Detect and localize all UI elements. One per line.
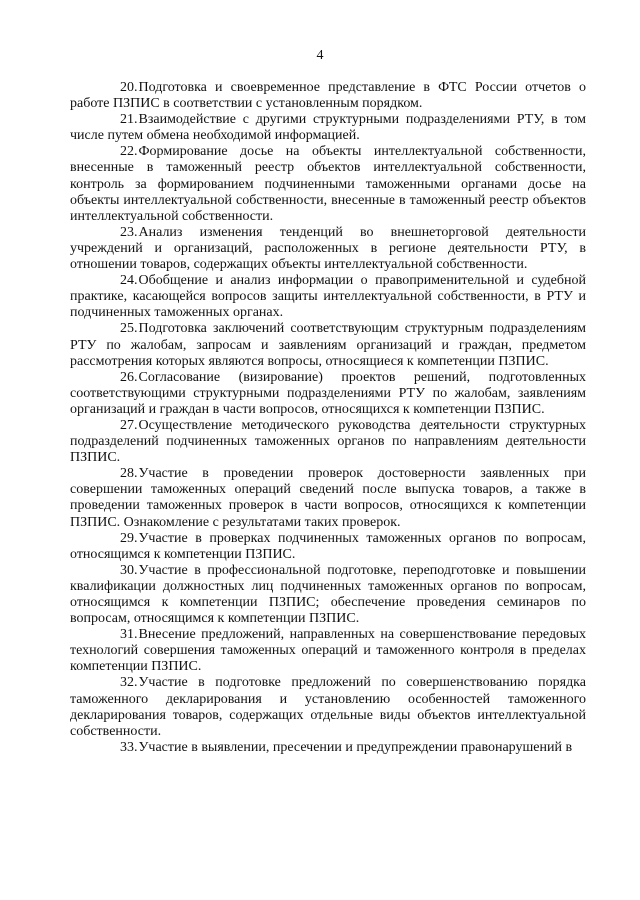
paragraph-29 [70, 531, 586, 563]
paragraph-text: Подготовка и своевременное представление в ФТС России отчетов о работе ПЗПИС в соответствии с установленным порядком. [70, 80, 586, 112]
page-number: 4 [316, 48, 324, 63]
paragraph-27 [70, 418, 586, 466]
paragraph-number: 27. [120, 417, 138, 433]
paragraph-24 [70, 273, 586, 321]
paragraph-number: 26. [120, 369, 138, 385]
paragraph-30 [70, 563, 586, 627]
paragraph-text: Подготовка заключений соответствующим структурным подразделениям РТУ по жалобам, запросам и заявлениям организаций и граждан, предметом рассмотрения которых являются вопросы, относящиеся к компетенции ПЗПИС. [70, 321, 586, 369]
paragraph-text: Участие в подготовке предложений по совершенствованию порядка таможенного декларирования и установлению особенностей таможенного декларирования товаров, содержащих отдельные виды объектов интеллектуальной собственности. [70, 675, 586, 739]
paragraph-number: 32. [120, 675, 138, 691]
paragraph-number: 21. [120, 112, 138, 128]
paragraph-text: Участие в профессиональной подготовке, переподготовке и повышении квалификации должностных лиц подчиненных таможенных органов по вопросам, относящимся к компетенции ПЗПИС; обеспечение проведения семинаров по вопросам, относящимся к компетенции ПЗПИС. [70, 562, 586, 627]
paragraph-text: Осуществление методического руководства деятельности структурных подразделений подчиненных таможенных органов по направлениям деятельности ПЗПИС. [70, 417, 586, 466]
paragraph-20 [70, 80, 586, 112]
paragraph-number: 23. [120, 224, 138, 240]
paragraph-text: Согласование (визирование) проектов решений, подготовленных соответствующими структурными подразделениями РТУ по жалобам, заявлениям организаций и граждан в части вопросов, относящихся к компетенции ПЗПИС. [70, 369, 586, 417]
paragraph-22 [70, 144, 586, 224]
paragraph-32 [70, 675, 586, 739]
paragraph-26 [70, 370, 586, 418]
paragraph-number: 22. [120, 144, 138, 160]
paragraph-31 [70, 627, 586, 675]
paragraph-text: Внесение предложений, направленных на совершенствование передовых технологий совершения таможенных операций и таможенного контроля в пределах компетенции ПЗПИС. [70, 627, 586, 675]
paragraph-text: Участие в выявлении, пресечении и предупреждении правонарушений в [138, 739, 573, 755]
paragraph-number: 33. [120, 739, 138, 755]
paragraph-25 [70, 321, 586, 369]
paragraph-number: 28. [120, 466, 138, 482]
paragraph-28 [70, 466, 586, 530]
paragraph-text: Участие в проверках подчиненных таможенных органов по вопросам, относящимся к компетенции ПЗПИС. [70, 530, 586, 562]
paragraph-text: Обобщение и анализ информации о правоприменительной и судебной практике, касающейся вопросов защиты интеллектуальной собственности, в РТУ и подчиненных таможенных органах. [70, 273, 586, 321]
paragraph-number: 31. [120, 627, 138, 643]
paragraph-33 [70, 740, 586, 756]
paragraph-text: Участие в проведении проверок достоверности заявленных при совершении таможенных операций сведений после выпуска товаров, а также в проведении таможенных проверок в части вопросов, относящихся к компетенции ПЗПИС. Ознакомление с результатами таких проверок. [70, 466, 586, 530]
paragraph-number: 30. [120, 562, 138, 578]
paragraph-number: 29. [120, 530, 138, 546]
paragraph-text: Формирование досье на объекты интеллектуальной собственности, внесенные в таможенный реестр объектов интеллектуальной собственности, контроль за формированием подчиненными таможенными органами досье на объекты интеллектуальной собственности, внесенные в таможенный реестр объектов интеллектуальной собственности. [70, 144, 586, 224]
paragraph-text: Взаимодействие с другими структурными подразделениями РТУ, в том числе путем обмена необходимой информацией. [70, 112, 586, 144]
paragraph-number: 24. [120, 273, 138, 289]
paragraph-text: Анализ изменения тенденций во внешнеторговой деятельности учреждений и организаций, расположенных в регионе деятельности РТУ, в отношении товаров, содержащих объекты интеллектуальной собственности. [70, 224, 586, 273]
paragraph-21 [70, 112, 586, 144]
document-body [70, 80, 586, 756]
paragraph-number: 25. [120, 321, 138, 337]
paragraph-23 [70, 225, 586, 273]
paragraph-number: 20. [120, 80, 138, 95]
